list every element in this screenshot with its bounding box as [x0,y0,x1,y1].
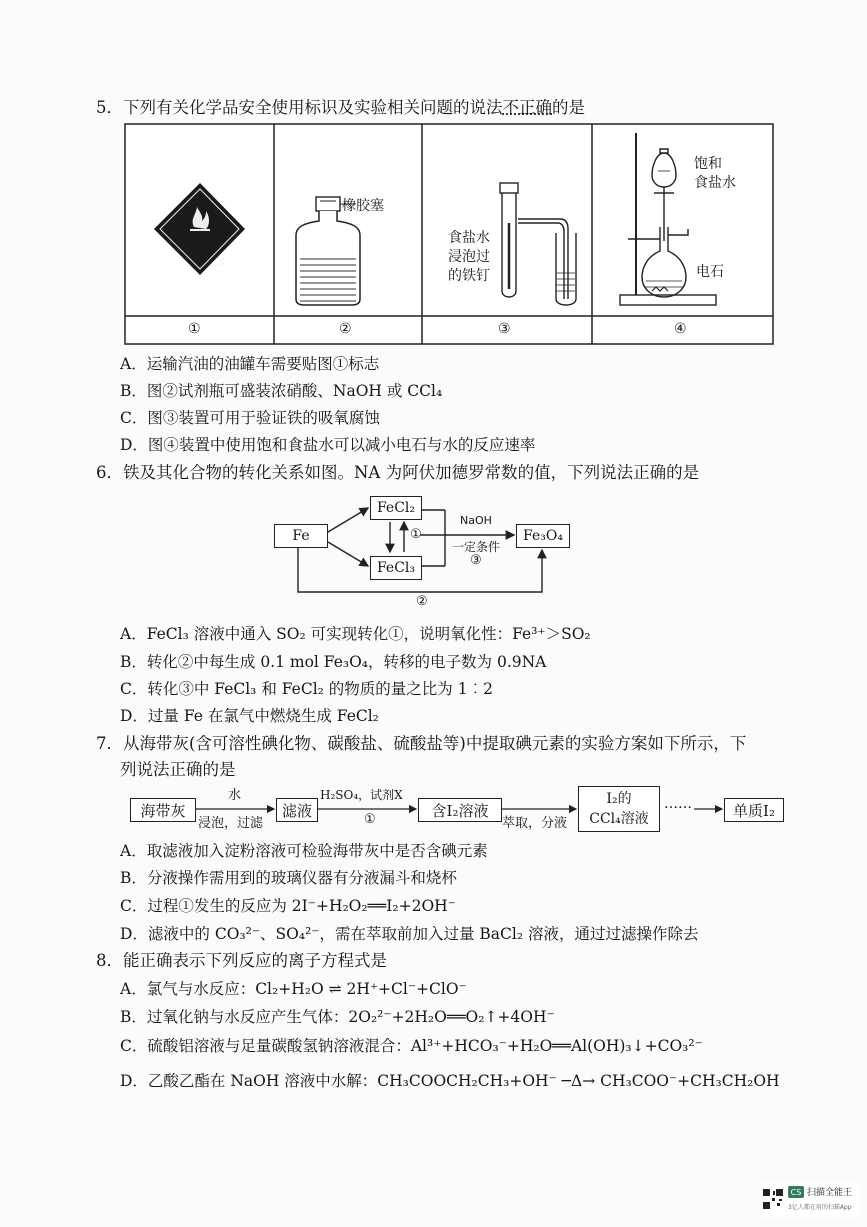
q7-option-d: D．滤液中的 CO₃²⁻、SO₄²⁻，需在萃取前加入过量 BaCl₂ 溶液，通过过滤操作除去 [120,925,699,943]
figure-label-1: ① [188,321,201,337]
fecl2-box: FeCl₂ [370,496,422,520]
condition-label: 一定条件 [452,540,501,554]
hazard-class-number: 3 [217,255,225,269]
flow-arrow1-top: 水 [228,788,242,803]
flow-ellipsis: …… [664,796,692,812]
q7-stem-line2: 列说法正确的是 [120,760,236,779]
q6-stem: 6．铁及其化合物的转化关系如图。NA 为阿伏加德罗常数的值，下列说法正确的是 [96,463,700,482]
q5-option-d: D．图④装置中使用饱和食盐水可以减小电石与水的反应速率 [120,436,536,454]
q7-option-c: C．过程①发生的反应为 2I⁻+H₂O₂══I₂+2OH⁻ [120,897,456,915]
q8-option-d: D．乙酸乙酯在 NaOH 溶液中水解：CH₃COOCH₂CH₃+OH⁻ ─Δ→ CH₃COO⁻+CH₃CH₂OH [120,1072,780,1090]
flow-arrow2-bottom: ① [364,812,376,827]
q7-flowchart [128,784,788,836]
q5-option-b: B．图②试剂瓶可盛装浓硝酸、NaOH 或 CCl₄ [120,382,443,400]
q7-option-b: B．分液操作需用到的玻璃仪器有分液漏斗和烧杯 [120,869,457,887]
rubber-stopper-label: 橡胶塞 [342,198,384,214]
figure-label-4: ④ [674,321,687,337]
q6-diagram-arrows [270,490,580,610]
q8-option-c: C．硫酸铝溶液与足量碳酸氢钠溶液混合：Al³⁺+HCO₃⁻+H₂O══Al(OH)₃↓+CO₃²⁻ [120,1037,703,1055]
q6-option-b: B．转化②中每生成 0.1 mol Fe₃O₄，转移的电子数为 0.9NA [120,653,547,671]
figure-label-2: ② [339,321,352,337]
calcium-carbide-label: 电石 [696,264,724,280]
q6-option-d: D．过量 Fe 在氯气中燃烧生成 FeCl₂ [120,707,379,725]
flow-arrow1-bottom: 浸泡，过滤 [198,816,264,831]
fe-box: Fe [274,524,328,548]
flow-box-elemental-iodine: 单质I₂ [724,798,784,822]
salt-water-nail-label: 食盐水 浸泡过 的铁钉 [448,230,490,284]
watermark-brand: 扫描全能王 [807,1188,853,1198]
q8-option-a: A．氯气与水反应：Cl₂+H₂O ⇌ 2H⁺+Cl⁻+ClO⁻ [120,980,467,998]
figure-label-3: ③ [498,321,511,337]
conversion-2-label: ② [416,594,428,609]
q7-stem-line1: 7．从海带灰(含可溶性碘化物、碳酸盐、硫酸盐等)中提取碘元素的实验方案如下所示，下 [96,734,747,753]
q7-option-a: A．取滤液加入淀粉溶液可检验海带灰中是否含碘元素 [120,842,488,860]
q6-diagram [270,490,580,610]
flow-box-iodine-solution: 含I₂溶液 [418,798,502,822]
q5-stem-emphasis: 不正确 [502,98,552,117]
q5-option-c: C．图③装置可用于验证铁的吸氧腐蚀 [120,409,380,427]
flow-box-filtrate: 滤液 [276,798,318,822]
q6-option-a: A．FeCl₃ 溶液中通入 SO₂ 可实现转化①，说明氧化性：Fe³⁺＞SO₂ [120,625,591,643]
fecl3-box: FeCl₃ [370,556,422,580]
scanner-watermark [760,1182,860,1218]
conversion-3-label: ③ [470,553,482,568]
q8-stem: 8．能正确表示下列反应的离子方程式是 [96,951,387,970]
watermark-tagline: 3亿人都在用的扫描App [788,1204,852,1211]
flow-box-kelp-ash: 海带灰 [130,798,196,822]
q8-option-b: B．过氧化钠与水反应产生气体：2O₂²⁻+2H₂O══O₂↑+4OH⁻ [120,1008,555,1026]
q6-option-c: C．转化③中 FeCl₃ 和 FeCl₂ 的物质的量之比为 1︰2 [120,680,493,698]
qr-code-icon [762,1188,784,1210]
q5-option-a: A．运输汽油的油罐车需要贴图①标志 [120,355,380,373]
fe3o4-box: Fe₃O₄ [516,524,570,548]
flow-arrow2-top: H₂SO₄，试剂X [320,788,403,802]
q5-figure-table [124,123,774,345]
conversion-1-label: ① [410,527,422,542]
camscanner-logo-icon: CS [788,1186,804,1198]
flow-arrow3-bottom: 萃取，分液 [502,816,568,831]
flow-box-ccl4-solution: I₂的 CCl₄溶液 [578,786,660,832]
naoh-label: NaOH [460,514,492,527]
saturated-salt-water-label: 饱和 食盐水 [694,156,736,191]
q5-stem: 5．下列有关化学品安全使用标识及实验相关问题的说法不正确的是 [96,98,585,117]
